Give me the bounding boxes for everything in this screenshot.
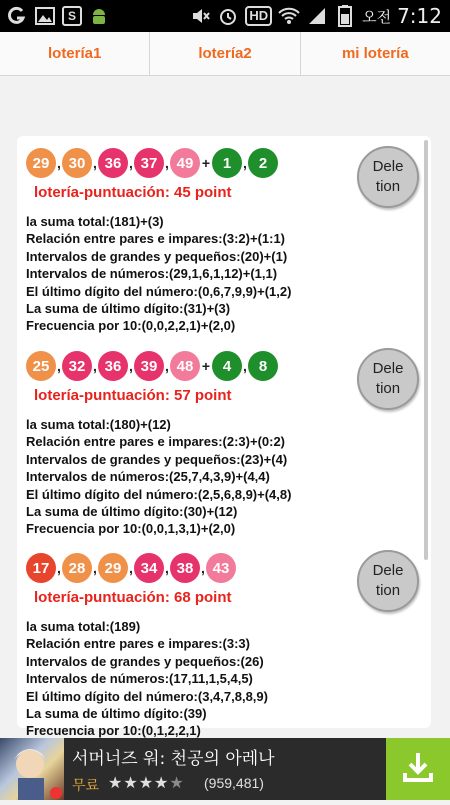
number-ball: 29 xyxy=(98,553,128,583)
signal-icon xyxy=(306,5,328,27)
analysis-line: Intervalos de números:(17,11,1,5,4,5) xyxy=(26,671,253,687)
bonus-ball: 1 xyxy=(212,148,242,178)
score-label: lotería-puntuación: 45 point xyxy=(34,184,232,201)
tab-mi-loteria[interactable]: mi lotería xyxy=(341,45,409,62)
analysis-line: Relación entre pares e impares:(3:2)+(1:1) xyxy=(26,231,286,247)
ball-separator: , xyxy=(165,155,169,171)
ad-price-label: 무료 xyxy=(72,778,100,794)
ball-separator: , xyxy=(57,155,61,171)
clock: 7:12 xyxy=(397,4,442,28)
notification-g-icon xyxy=(6,5,28,27)
image-icon xyxy=(34,5,56,27)
bonus-plus: + xyxy=(201,358,211,374)
analysis-line: El último dígito del número:(2,5,6,8,9)+(4,8) xyxy=(26,486,292,502)
analysis-line: La suma de último dígito:(30)+(12) xyxy=(26,504,238,520)
mute-icon xyxy=(189,5,211,27)
delete-button[interactable]: Dele tion xyxy=(357,146,419,208)
analysis-line: Relación entre pares e impares:(2:3)+(0:2) xyxy=(26,434,286,450)
analysis-line: Intervalos de números:(25,7,4,3,9)+(4,4) xyxy=(26,469,270,485)
analysis-line: la suma total:(180)+(12) xyxy=(26,417,171,432)
android-icon xyxy=(88,5,110,27)
bonus-plus: + xyxy=(201,155,211,171)
bonus-ball: 4 xyxy=(212,351,242,381)
ad-banner[interactable] xyxy=(0,738,450,800)
analysis-line: Frecuencia por 10:(0,0,1,3,1)+(2,0) xyxy=(26,521,236,537)
score-label: lotería-puntuación: 68 point xyxy=(34,589,232,606)
app-s-icon: S xyxy=(62,6,82,26)
ball-separator: , xyxy=(93,155,97,171)
battery-icon xyxy=(334,5,356,27)
ball-separator: , xyxy=(201,560,205,576)
analysis-line: El último dígito del número:(3,4,7,8,8,9) xyxy=(26,688,268,704)
tab-loteria2[interactable]: lotería2 xyxy=(150,32,300,75)
ball-separator: , xyxy=(57,560,61,576)
number-ball: 30 xyxy=(62,148,92,178)
number-ball: 39 xyxy=(134,351,164,381)
ball-separator: , xyxy=(129,358,133,374)
scrollbar[interactable] xyxy=(424,140,428,560)
analysis-line: Intervalos de grandes y pequeños:(23)+(4) xyxy=(26,451,288,467)
wifi-icon xyxy=(278,5,300,27)
delete-button[interactable]: Dele tion xyxy=(357,550,419,612)
download-icon xyxy=(400,749,436,790)
ball-separator: , xyxy=(243,155,247,171)
number-ball: 38 xyxy=(170,553,200,583)
number-ball: 29 xyxy=(26,148,56,178)
tab-loteria1[interactable]: lotería1 xyxy=(0,32,150,75)
ball-separator: , xyxy=(165,560,169,576)
analysis-line: La suma de último dígito:(31)+(3) xyxy=(26,301,231,317)
number-ball: 28 xyxy=(62,553,92,583)
number-ball: 34 xyxy=(134,553,164,583)
ball-separator: , xyxy=(243,358,247,374)
ball-separator: , xyxy=(57,358,61,374)
number-ball: 32 xyxy=(62,351,92,381)
tab-bar xyxy=(0,32,450,76)
time-ampm: 오전 xyxy=(362,7,392,26)
analysis-line: la suma total:(189) xyxy=(26,619,141,634)
ball-separator: , xyxy=(129,560,133,576)
analysis-details xyxy=(26,416,431,538)
analysis-line: Intervalos de grandes y pequeños:(26) xyxy=(26,653,264,669)
ball-separator: , xyxy=(93,358,97,374)
alarm-icon xyxy=(217,5,239,27)
analysis-line: El último dígito del número:(0,6,7,9,9)+(1,2) xyxy=(26,283,292,299)
number-ball: 43 xyxy=(206,553,236,583)
number-ball: 17 xyxy=(26,553,56,583)
number-ball: 49 xyxy=(170,148,200,178)
bonus-ball: 8 xyxy=(248,351,278,381)
number-ball: 25 xyxy=(26,351,56,381)
ad-title[interactable]: 서머너즈 워: 천공의 아레나 xyxy=(72,749,275,769)
analysis-line: Frecuencia por 10:(0,0,2,2,1)+(2,0) xyxy=(26,318,236,334)
ball-separator: , xyxy=(93,560,97,576)
score-label: lotería-puntuación: 57 point xyxy=(34,387,232,404)
delete-button[interactable]: Dele tion xyxy=(357,348,419,410)
ball-separator: , xyxy=(165,358,169,374)
bonus-ball: 2 xyxy=(248,148,278,178)
number-ball: 37 xyxy=(134,148,164,178)
analysis-line: la suma total:(181)+(3) xyxy=(26,214,164,229)
ball-separator: , xyxy=(129,155,133,171)
hd-badge: HD xyxy=(245,6,272,26)
download-button[interactable] xyxy=(386,738,450,800)
analysis-line: Intervalos de grandes y pequeños:(20)+(1) xyxy=(26,248,288,264)
analysis-line: La suma de último dígito:(39) xyxy=(26,706,207,722)
ad-game-thumbnail[interactable] xyxy=(0,738,64,800)
analysis-details xyxy=(26,618,431,740)
analysis-details xyxy=(26,213,431,335)
analysis-line: Intervalos de números:(29,1,6,1,12)+(1,1) xyxy=(26,266,278,282)
status-bar xyxy=(0,0,450,32)
ad-rating-stars: ★★★★★ xyxy=(108,775,185,792)
number-ball: 36 xyxy=(98,148,128,178)
analysis-line: Frecuencia por 10:(0,1,2,2,1) xyxy=(26,723,201,739)
ad-review-count: (959,481) xyxy=(204,775,264,791)
results-list[interactable] xyxy=(17,136,431,739)
analysis-line: Relación entre pares e impares:(3:3) xyxy=(26,636,250,652)
number-ball: 36 xyxy=(98,351,128,381)
number-ball: 48 xyxy=(170,351,200,381)
